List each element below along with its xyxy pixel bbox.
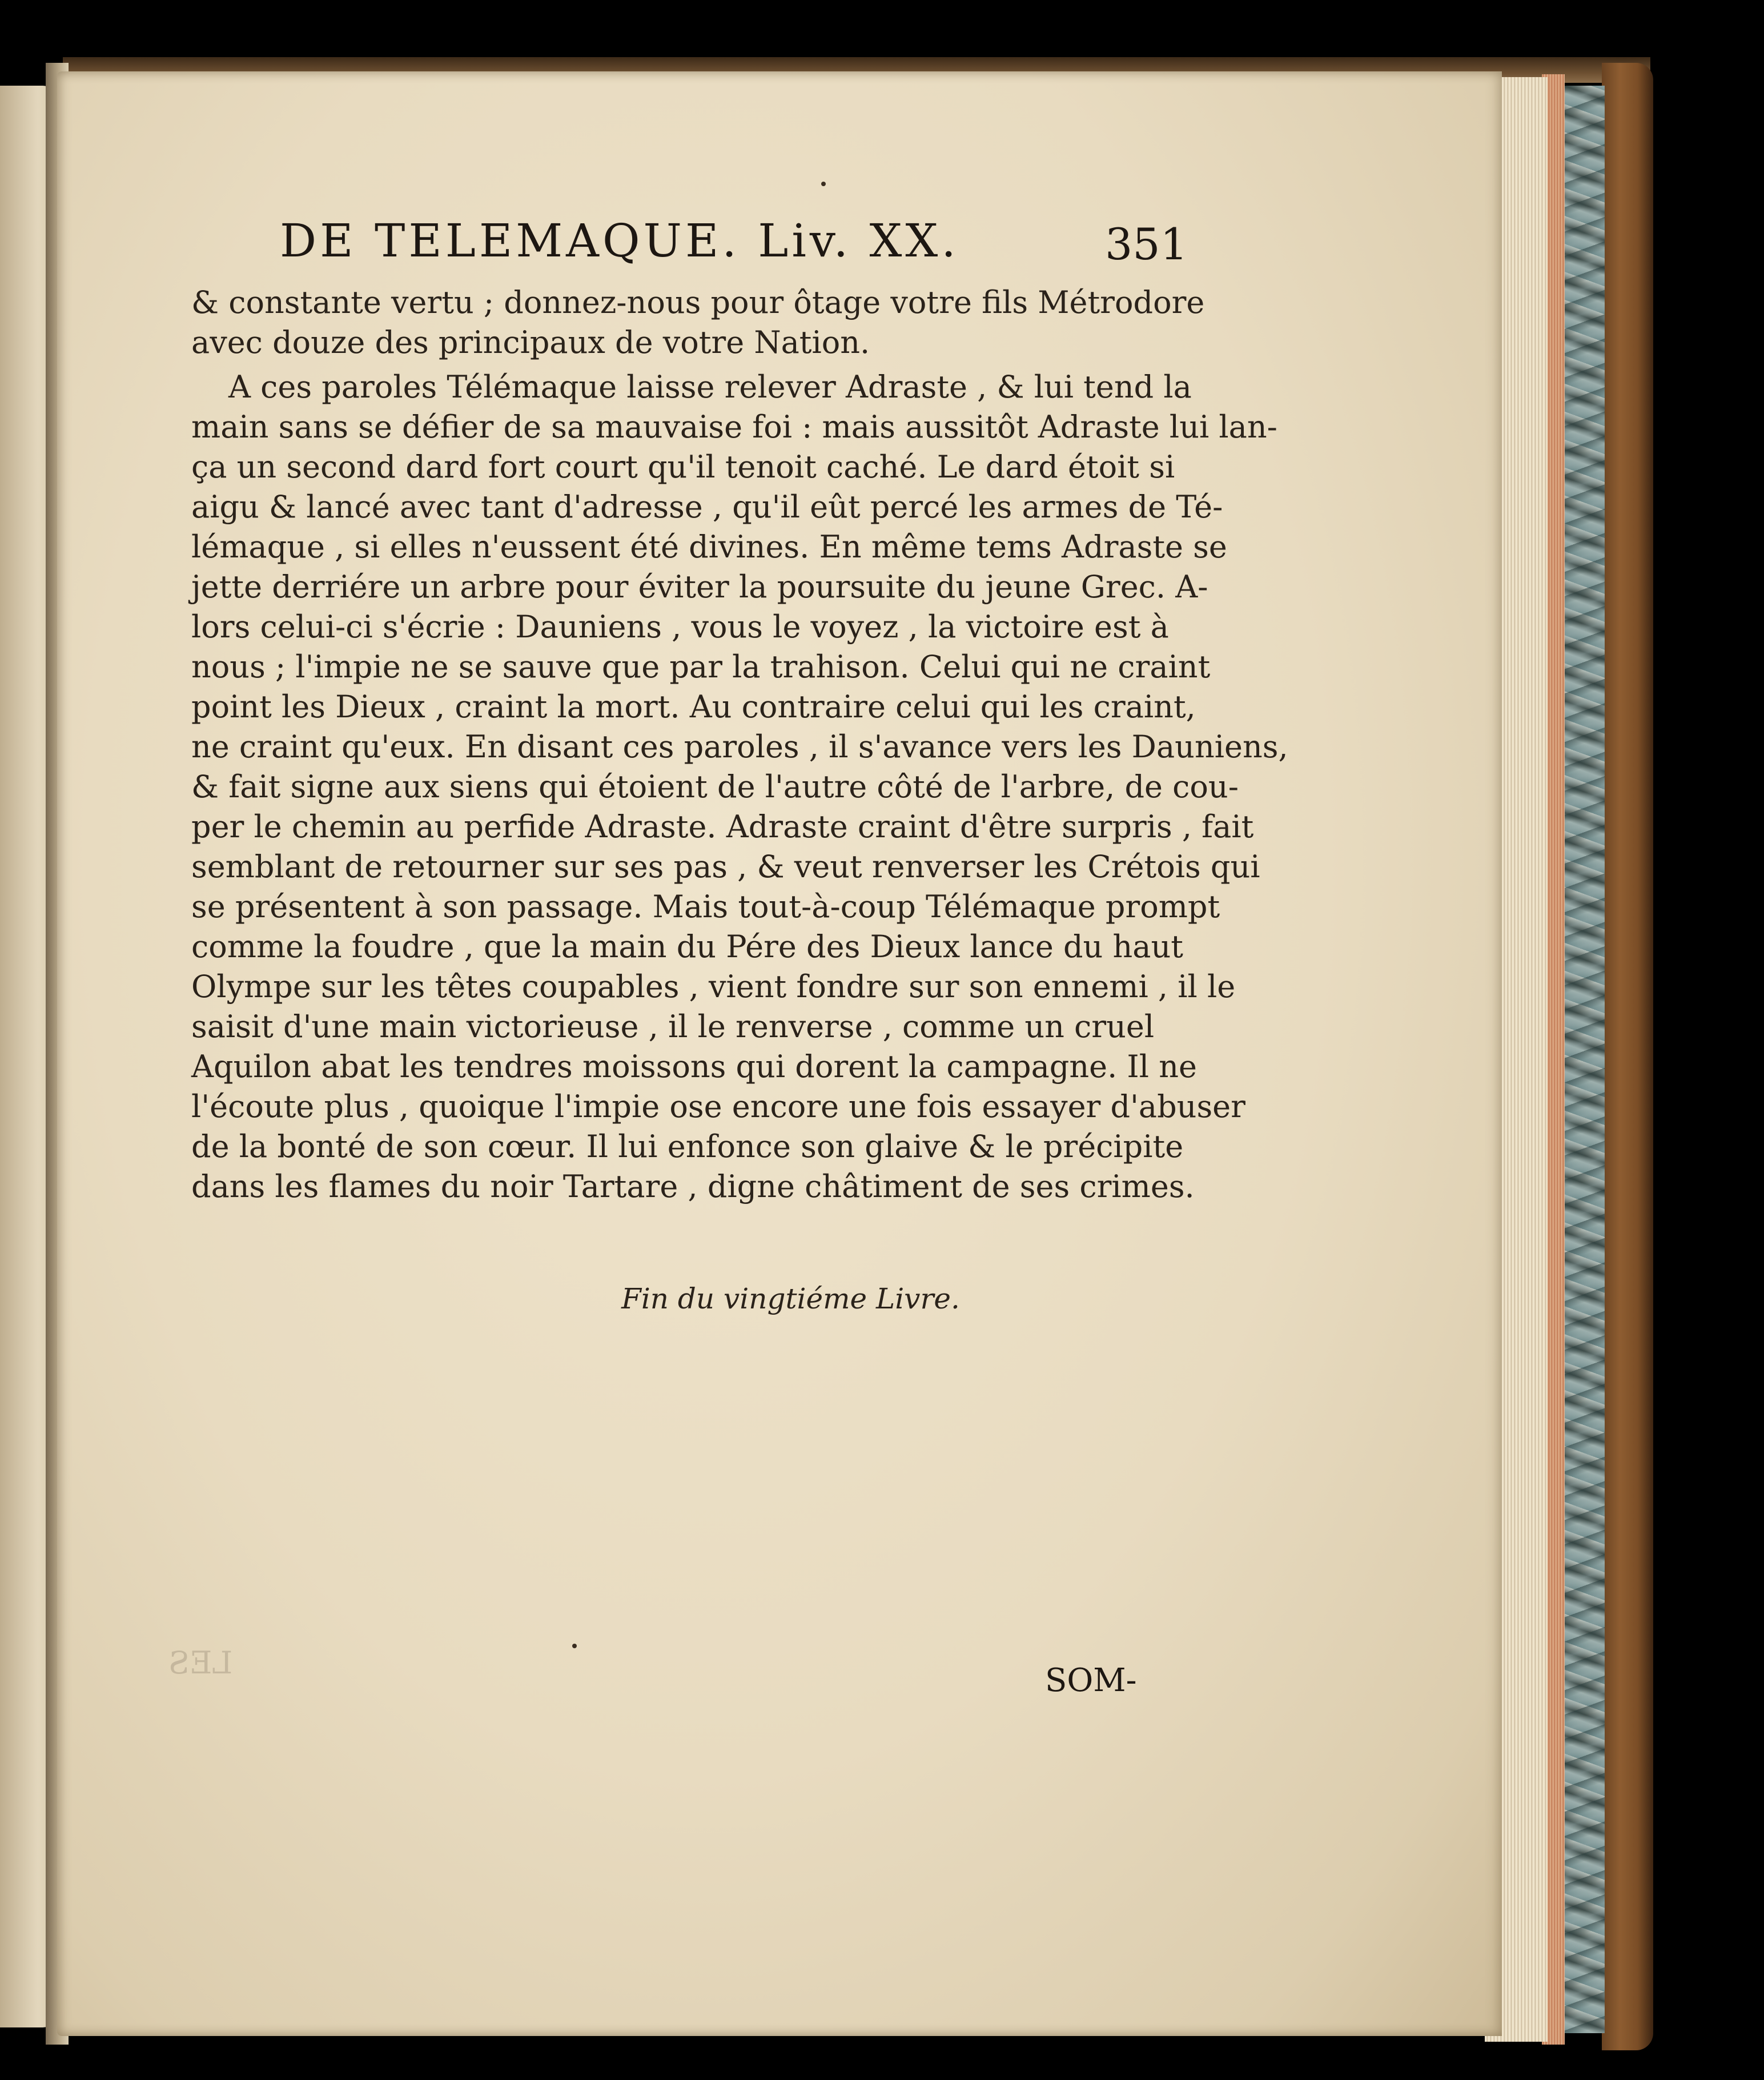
text-line: l'écoute plus , quoique l'impie ose encore une fois essayer d'abuser xyxy=(191,1089,1245,1125)
text-line: saisit d'une main victorieuse , il le renverse , comme un cruel xyxy=(191,1009,1155,1045)
page-number: 351 xyxy=(1104,219,1188,270)
end-note-text: Fin du vingtiéme Livre. xyxy=(621,1282,960,1315)
text-line: & fait signe aux siens qui étoient de l'autre côté de l'arbre, de cou- xyxy=(191,769,1239,805)
leather-cover xyxy=(1602,63,1653,2050)
bleed-through-text: LES xyxy=(168,1645,233,1681)
text-line: aigu & lancé avec tant d'adresse , qu'il eût percé les armes de Té- xyxy=(191,489,1223,525)
text-line: point les Dieux , craint la mort. Au contraire celui qui les craint, xyxy=(191,689,1196,725)
text-line: dans les flames du noir Tartare , digne châtiment de ses crimes. xyxy=(191,1169,1195,1204)
text-line: comme la foudre , que la main du Pére des Dieux lance du haut xyxy=(191,929,1183,965)
text-line: per le chemin au perfide Adraste. Adraste craint d'être surpris , fait xyxy=(191,809,1254,845)
running-title: DE TELEMAQUE. Liv. XX. xyxy=(280,214,959,267)
page-header xyxy=(280,214,1188,271)
text-line: lémaque , si elles n'eussent été divines. En même tems Adraste se xyxy=(191,529,1227,565)
text-line: semblant de retourner sur ses pas , & veut renverser les Crétois qui xyxy=(191,849,1260,885)
marbled-board xyxy=(1565,86,1605,2033)
ink-speck xyxy=(572,1644,577,1648)
catchword: SOM- xyxy=(1045,1662,1137,1699)
text-line: de la bonté de son cœur. Il lui enfonce son glaive & le précipite xyxy=(191,1129,1184,1165)
text-line: Olympe sur les têtes coupables , vient fondre sur son ennemi , il le xyxy=(191,969,1236,1005)
text-line: avec douze des principaux de votre Nation. xyxy=(191,324,870,360)
text-line: ça un second dard fort court qu'il tenoit caché. Le dard étoit si xyxy=(191,449,1175,485)
text-line: se présentent à son passage. Mais tout-à-coup Télémaque prompt xyxy=(191,889,1220,925)
text-line: jette derriére un arbre pour éviter la poursuite du jeune Grec. A- xyxy=(191,569,1208,605)
text-line: & constante vertu ; donnez-nous pour ôtage votre fils Métrodore xyxy=(191,284,1205,320)
text-line: A ces paroles Télémaque laisse relever Adraste , & lui tend la xyxy=(228,369,1192,405)
text-line: lors celui-ci s'écrie : Dauniens , vous le voyez , la victoire est à xyxy=(191,609,1169,645)
text-line: main sans se défier de sa mauvaise foi : mais aussitôt Adraste lui lan- xyxy=(191,409,1277,445)
text-line: ne craint qu'eux. En disant ces paroles , il s'avance vers les Dauniens, xyxy=(191,729,1288,765)
text-line: Aquilon abat les tendres moissons qui dorent la campagne. Il ne xyxy=(191,1049,1197,1085)
ink-speck xyxy=(821,182,826,186)
end-note xyxy=(0,1282,1764,1315)
body-text xyxy=(191,283,1288,1207)
text-line: nous ; l'impie ne se sauve que par la trahison. Celui qui ne craint xyxy=(191,649,1211,685)
